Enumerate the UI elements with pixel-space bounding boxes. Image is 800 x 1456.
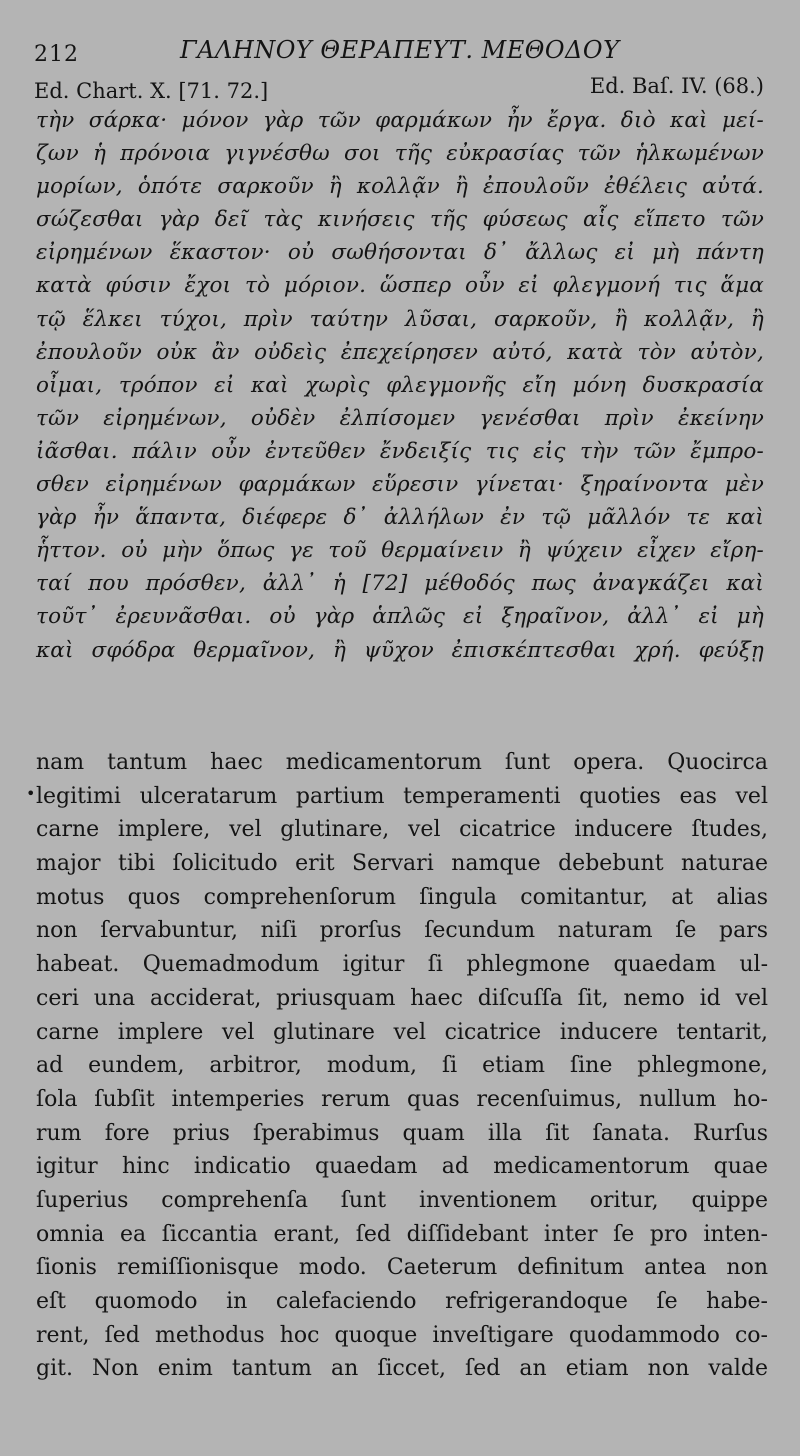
latin-line: rum fore prius ſperabimus quam illa ſit ſanata. Rurſus [36, 1120, 768, 1146]
greek-line: εἰρημένων ἕκαστον· οὐ σωθήσονται δ᾽ ἄλλως εἰ μὴ πάντη [36, 240, 764, 266]
greek-line: σώζεσθαι γὰρ δεῖ τὰς κινήσεις τῆς φύσεως αἷς εἵπετο τῶν [36, 207, 764, 233]
margin-mark: • [26, 784, 36, 803]
latin-line: ad eundem, arbitror, modum, ſi etiam ſine phlegmone, [36, 1053, 768, 1079]
latin-line: ſola ſubſit intemperies rerum quas recenſuimus, nullum ho- [36, 1086, 768, 1112]
page-number: 212 [34, 42, 79, 67]
greek-line: ἐπουλοῦν οὐκ ἂν οὐδεὶς ἐπεχείρησεν αὐτό, κατὰ τὸν αὐτὸν, [36, 339, 764, 365]
greek-line: τῷ ἕλκει τύχοι, πρὶν ταύτην λῦσαι, σαρκοῦν, ἢ κολλᾷν, ἢ [36, 306, 764, 332]
running-title: ΓΑΛΗΝΟΥ ΘΕΡΑΠΕΥΤ. ΜΕΘΟΔΟΥ [180, 36, 620, 64]
latin-line: igitur hinc indicatio quaedam ad medicamentorum quae [36, 1154, 768, 1180]
greek-line: γὰρ ἦν ἅπαντα, διέφερε δ᾽ ἀλλήλων ἐν τῷ μᾶλλόν τε καὶ [36, 505, 764, 531]
latin-line: ceri una acciderat, priusquam haec diſcuſſa ſit, nemo id vel [36, 985, 768, 1011]
latin-line: carne implere, vel glutinare, vel cicatrice inducere ſtudes, [36, 817, 768, 843]
latin-line: habeat. Quemadmodum igitur ſi phlegmone quaedam ul- [36, 952, 768, 978]
greek-line: οἶμαι, τρόπον εἰ καὶ χωρὶς φλεγμονῆς εἴη μόνη δυσκρασία [36, 372, 764, 398]
latin-line: nam tantum haec medicamentorum ſunt opera. Quocirca [36, 750, 768, 775]
greek-line: τῶν εἰρημένων, οὐδὲν ἐλπίσομεν γενέσθαι πρὶν ἐκείνην [36, 405, 764, 431]
greek-line: καὶ σφόδρα θερμαῖνον, ἢ ψῦχον ἐπισκέπτεσθαι χρή. φεύξῃ [36, 637, 764, 663]
greek-line: τὴν σάρκα· μόνον γὰρ τῶν φαρμάκων ἦν ἔργα. διὸ καὶ μεί- [36, 108, 764, 133]
greek-line: ζων ἡ πρόνοια γιγνέσθω σοι τῆς εὐκρασίας τῶν ἡλκωμένων [36, 141, 764, 167]
greek-line: σθεν εἰρημένων φαρμάκων εὕρεσιν γίνεται· ξηραίνοντα μὲν [36, 472, 764, 498]
latin-line: ſionis remiſſionisque modo. Caeterum definitum antea non [36, 1255, 768, 1281]
edition-chartier-reference: Ed. Chart. X. [71. 72.] [34, 79, 269, 103]
latin-line: rent, ſed methodus hoc quoque inveſtigare quodammodo co- [36, 1322, 768, 1348]
latin-line: motus quos comprehenſorum ſingula comitantur, at alias [36, 884, 768, 910]
latin-text-block [36, 746, 768, 1386]
latin-line: carne implere vel glutinare vel cicatrice inducere tentarit, [36, 1019, 768, 1045]
latin-line: omnia ea ſiccantia erant, ſed diſſidebant inter ſe pro inten- [36, 1221, 768, 1247]
greek-line: κατὰ φύσιν ἔχοι τὸ μόριον. ὥσπερ οὖν εἰ φλεγμονή τις ἅμα [36, 273, 764, 299]
greek-text-block [36, 104, 764, 667]
latin-line: git. Non enim tantum an ſiccet, ſed an etiam non valde [36, 1356, 768, 1382]
greek-line: ταί που πρόσθεν, ἀλλ᾽ ἡ [72] μέθοδός πως ἀναγκάζει καὶ [36, 571, 764, 597]
latin-line: major tibi ſolicitudo erit Servari namque debebunt naturae [36, 851, 768, 877]
latin-line: non ſervabuntur, niſi prorſus ſecundum naturam ſe pars [36, 918, 768, 944]
latin-line: eſt quomodo in calefaciendo refrigerandoque ſe habe- [36, 1289, 768, 1314]
greek-line: τοῦτ᾽ ἐρευνᾶσθαι. οὐ γὰρ ἁπλῶς εἰ ξηραῖνον, ἀλλ᾽ εἰ μὴ [36, 604, 764, 630]
edition-basel-reference: Ed. Baſ. IV. (68.) [589, 74, 764, 98]
running-head [34, 30, 774, 70]
latin-line: legitimi ulceratarum partium temperamenti quoties eas vel [36, 783, 768, 809]
latin-line: ſuperius comprehenſa ſunt inventionem oritur, quippe [36, 1187, 768, 1213]
greek-line: μορίων, ὁπότε σαρκοῦν ἢ κολλᾷν ἢ ἐπουλοῦν ἐθέλεις αὐτά. [36, 174, 764, 200]
greek-line: ἧττον. οὐ μὴν ὅπως γε τοῦ θερμαίνειν ἢ ψύχειν εἶχεν εἴρη- [36, 538, 764, 564]
greek-line: ἰᾶσθαι. πάλιν οὖν ἐντεῦθεν ἔνδειξίς τις εἰς τὴν τῶν ἔμπρο- [36, 438, 764, 464]
